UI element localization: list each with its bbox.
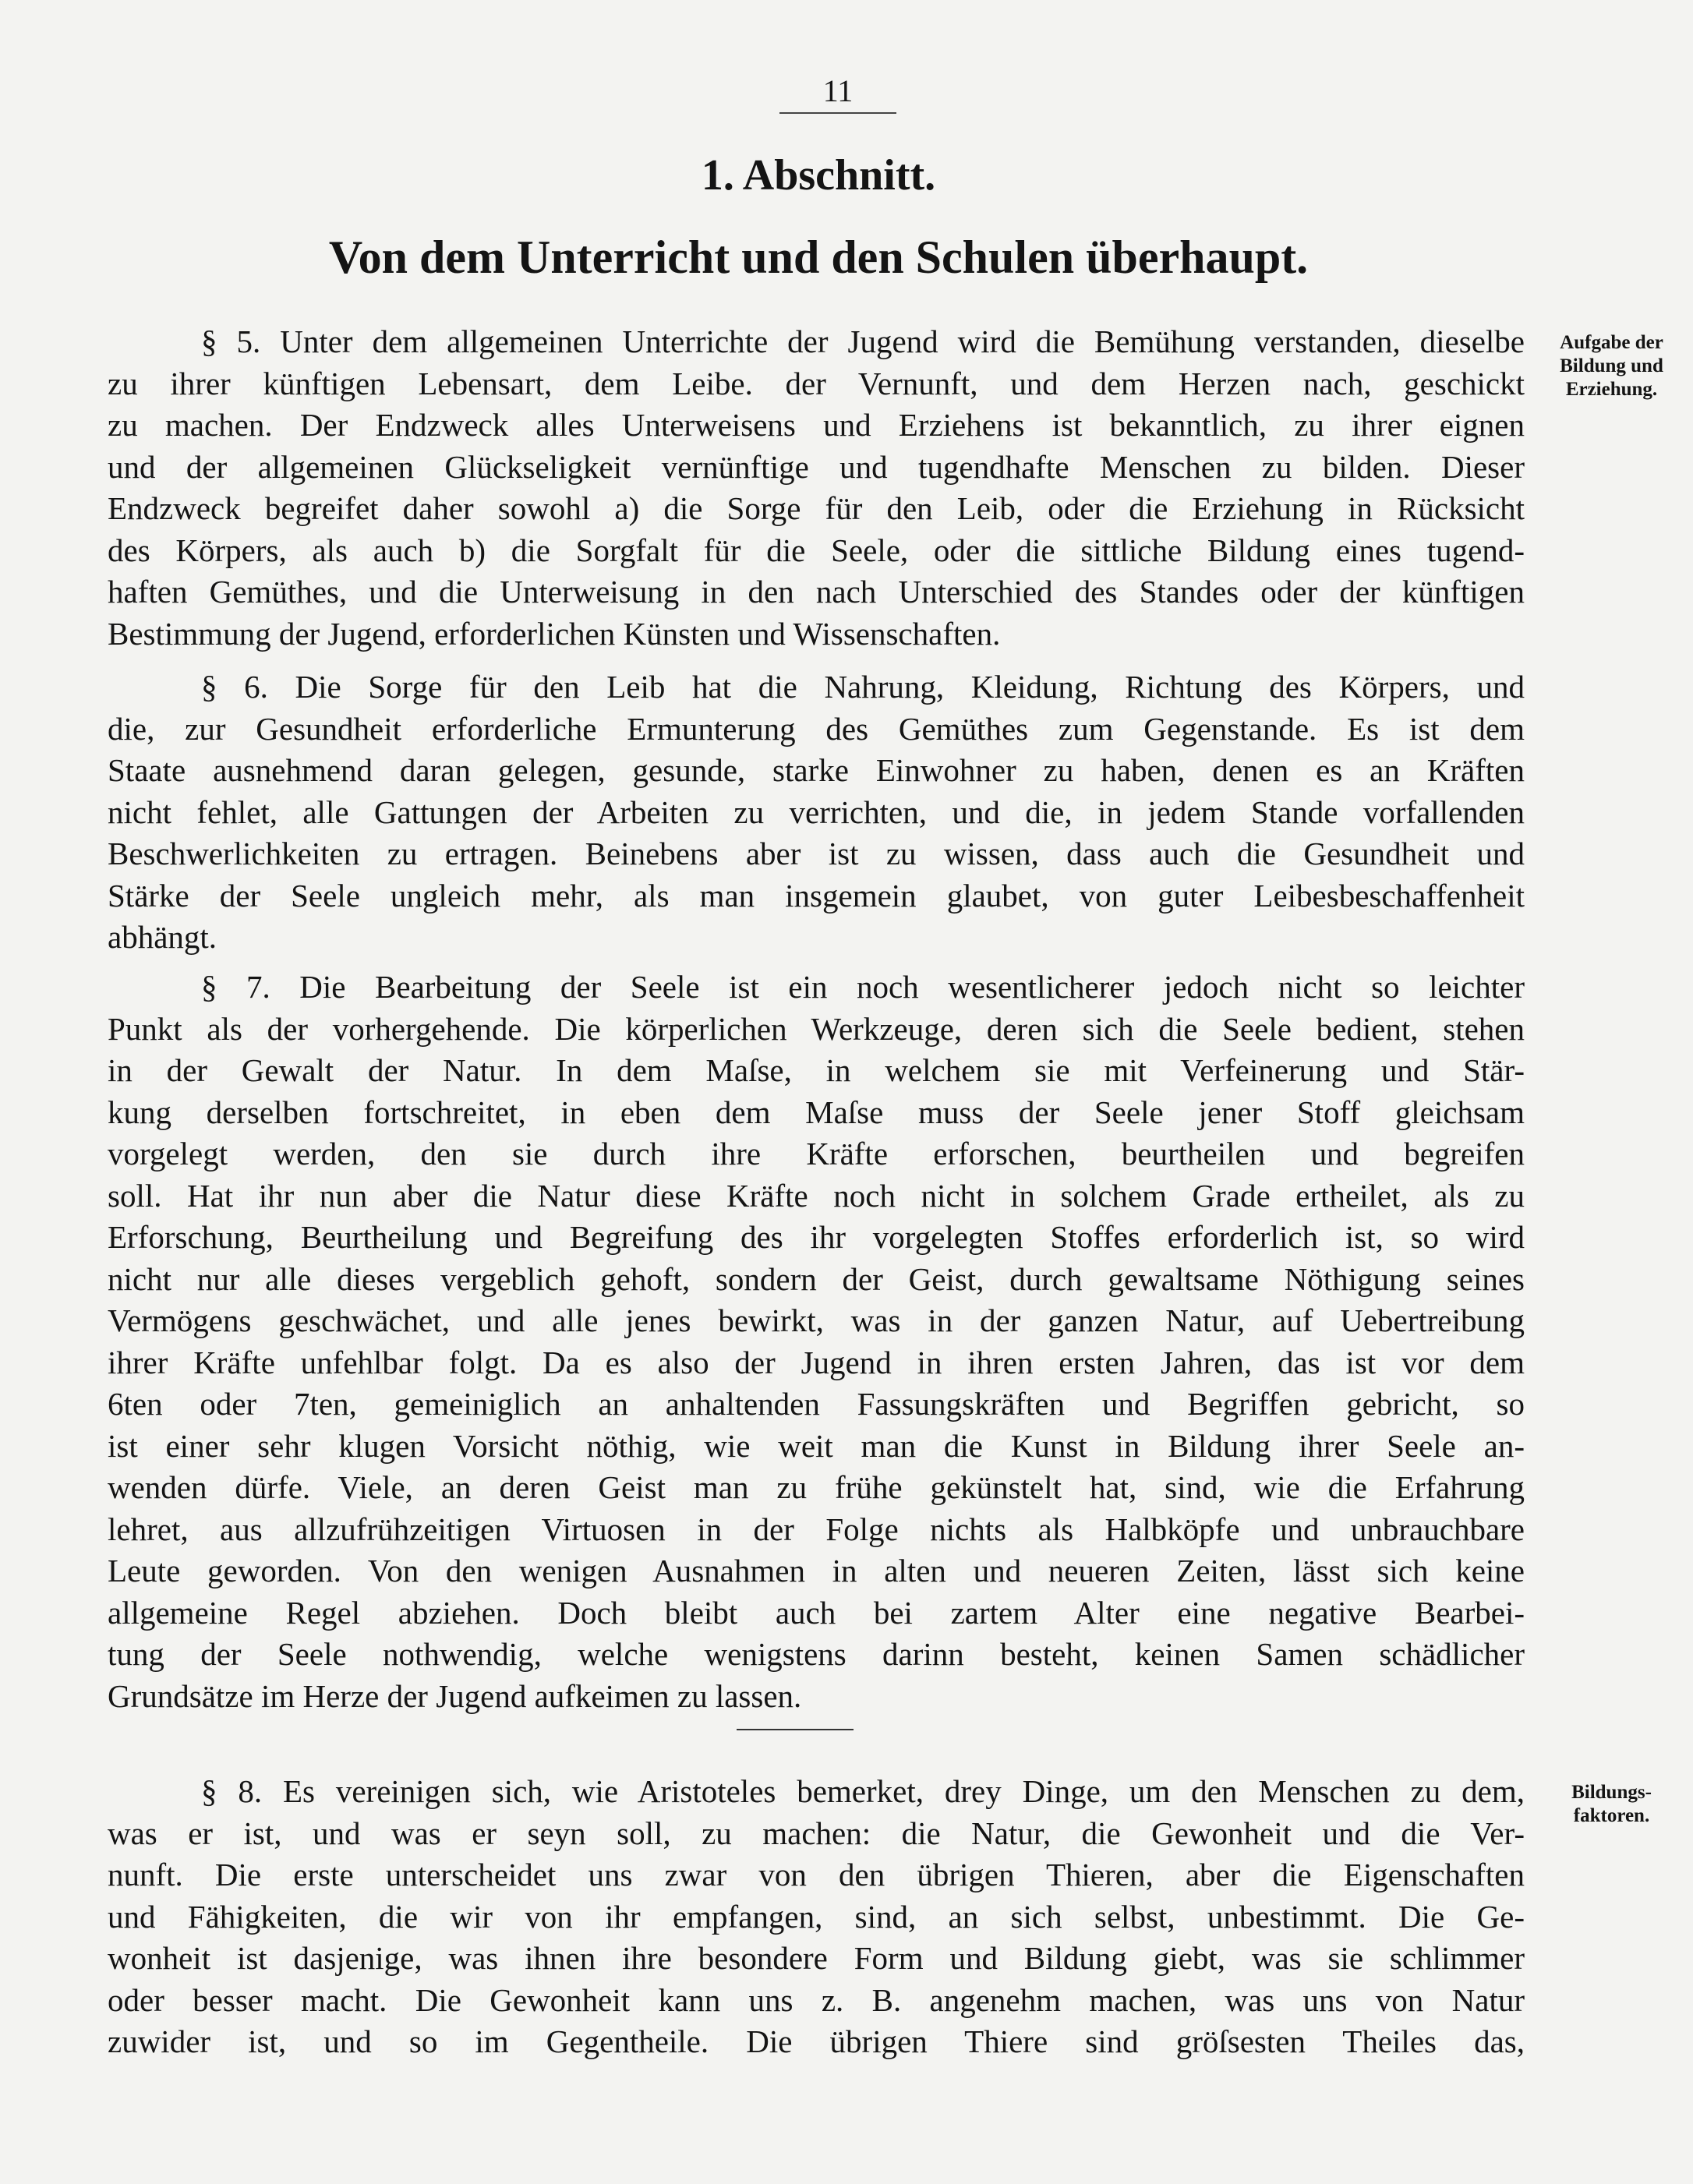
text-line: Punkt als der vorhergehende. Die körperlichen Werkzeuge, deren sich die Seele bedient, stehen — [108, 1010, 1525, 1047]
side-note-bildungsfaktoren — [1539, 1781, 1684, 1828]
text-line: kung derselben fortschreitet, in eben dem Maſse muss der Seele jener Stoff gleichsam — [108, 1094, 1525, 1130]
section-subtitle: Von dem Unterricht und den Schulen überhaupt. — [328, 231, 1309, 283]
text-line: § 7. Die Bearbeitung der Seele ist ein noch wesentlicherer jedoch nicht so leichter — [201, 969, 1525, 1005]
text-line: nunft. Die erste unterscheidet uns zwar von den übrigen Thieren, aber die Eigenschaften — [108, 1857, 1525, 1892]
text-line: § 5. Unter dem allgemeinen Unterrichte der Jugend wird die Bemühung verstanden, dieselbe — [201, 323, 1525, 359]
text-line: Stärke der Seele ungleich mehr, als man insgemein glaubet, von guter Leibesbeschaffenheit — [108, 877, 1525, 914]
side-note-line: Bildungs- — [1571, 1782, 1652, 1803]
text-line: Leute geworden. Von den wenigen Ausnahmen in alten und neueren Zeiten, lässt sich keine — [108, 1553, 1525, 1589]
text-line: lehret, aus allzufrühzeitigen Virtuosen in der Folge nichts als Halbköpfe und unbrauchbare — [108, 1511, 1525, 1547]
text-line: Staate ausnehmend daran gelegen, gesunde, starke Einwohner zu haben, denen es an Kräften — [108, 752, 1525, 788]
text-line: § 8. Es vereinigen sich, wie Aristoteles bemerket, drey Dinge, um den Menschen zu dem, — [201, 1773, 1525, 1809]
text-line: wonheit ist dasjenige, was ihnen ihre besondere Form und Bildung giebt, was sie schlimmer — [108, 1940, 1525, 1976]
text-line: Beschwerlichkeiten zu ertragen. Beinebens aber ist zu wissen, dass auch die Gesundheit und — [108, 836, 1525, 871]
side-note-line: Bildung und — [1560, 355, 1663, 376]
text-line: und Fähigkeiten, die wir von ihr empfangen, sind, an sich selbst, unbestimmt. Die Ge- — [108, 1898, 1525, 1935]
text-line: in der Gewalt der Natur. In dem Maſse, in welchem sie mit Verfeinerung und Stär- — [108, 1052, 1525, 1088]
text-line: abhängt. — [108, 919, 217, 955]
text-line: die, zur Gesundheit erforderliche Ermunterung des Gemüthes zum Gegenstande. Es ist dem — [108, 710, 1525, 747]
text-line: 6ten oder 7ten, gemeiniglich an anhaltenden Fassungskräften und Begriffen gebricht, so — [108, 1386, 1525, 1422]
text-line: Endzweck begreifet daher sowohl a) die Sorge für den Leib, oder die Erziehung in Rücksicht — [108, 490, 1525, 526]
text-line: vorgelegt werden, den sie durch ihre Kräfte erforschen, beurtheilen und begreifen — [108, 1136, 1525, 1172]
side-note-line: faktoren. — [1573, 1805, 1650, 1826]
text-line: und der allgemeinen Glückseligkeit vernünftige und tugendhafte Menschen zu bilden. Dieser — [108, 448, 1525, 485]
text-line: Erforschung, Beurtheilung und Begreifung des ihr vorgelegten Stoffes erforderlich ist, so wird — [108, 1219, 1525, 1255]
section-title: 1. Abschnitt. — [701, 151, 936, 200]
paragraph-8 — [108, 1771, 1525, 2063]
text-line: ist einer sehr klugen Vorsicht nöthig, wie weit man die Kunst in Bildung ihrer Seele an- — [108, 1427, 1525, 1464]
text-line: wenden dürfe. Viele, an deren Geist man zu frühe gekünstelt hat, sind, wie die Erfahrung — [108, 1469, 1525, 1505]
section-divider — [737, 1729, 854, 1730]
text-line: zuwider ist, und so im Gegentheile. Die übrigen Thiere sind gröſsesten Theiles das, — [108, 2023, 1525, 2059]
text-line: § 6. Die Sorge für den Leib hat die Nahrung, Kleidung, Richtung des Körpers, und — [201, 669, 1525, 705]
text-line: nicht fehlet, alle Gattungen der Arbeiten zu verrichten, und die, in jedem Stande vorfallenden — [108, 793, 1525, 830]
paragraph-6 — [108, 666, 1525, 959]
side-note-line: Aufgabe der — [1560, 332, 1663, 353]
text-line: Grundsätze im Herze der Jugend aufkeimen zu lassen. — [108, 1677, 802, 1714]
text-line: haften Gemüthes, und die Unterweisung in den nach Unterschied des Standes oder der künftigen — [108, 574, 1525, 610]
text-line: zu machen. Der Endzweck alles Unterweisens und Erziehens ist bekanntlich, zu ihrer eignen — [108, 407, 1525, 443]
text-line: Bestimmung der Jugend, erforderlichen Künsten und Wissenschaften. — [108, 615, 1001, 652]
paragraph-7 — [108, 967, 1525, 1717]
text-line: soll. Hat ihr nun aber die Natur diese Kräfte noch nicht in solchem Grade ertheilet, als zu — [108, 1177, 1525, 1214]
text-line: des Körpers, als auch b) die Sorgfalt für die Seele, oder die sittliche Bildung eines tugend- — [108, 532, 1525, 568]
text-line: nicht nur alle dieses vergeblich gehoft, sondern der Geist, durch gewaltsame Nöthigung seines — [108, 1260, 1525, 1297]
paragraph-5 — [108, 321, 1525, 655]
side-note-line: Erziehung. — [1565, 379, 1658, 400]
text-line: oder besser macht. Die Gewonheit kann uns z. B. angenehm machen, was uns von Natur — [108, 1981, 1525, 2018]
text-line: tung der Seele nothwendig, welche wenigstens darinn besteht, keinen Samen schädlicher — [108, 1636, 1525, 1672]
text-line: was er ist, und was er seyn soll, zu machen: die Natur, die Gewonheit und die Ver- — [108, 1815, 1525, 1851]
text-line: allgemeine Regel abziehen. Doch bleibt auch bei zartem Alter eine negative Bearbei- — [108, 1594, 1525, 1631]
text-line: Vermögens geschwächet, und alle jenes bewirkt, was in der ganzen Natur, auf Uebertreibung — [108, 1302, 1525, 1338]
side-note-aufgabe — [1539, 331, 1684, 401]
page-number: 11 — [779, 72, 896, 114]
text-line: zu ihrer künftigen Lebensart, dem Leibe. der Vernunft, und dem Herzen nach, geschickt — [108, 365, 1525, 401]
text-line: ihrer Kräfte unfehlbar folgt. Da es also der Jugend in ihren ersten Jahren, das ist vor dem — [108, 1344, 1525, 1380]
